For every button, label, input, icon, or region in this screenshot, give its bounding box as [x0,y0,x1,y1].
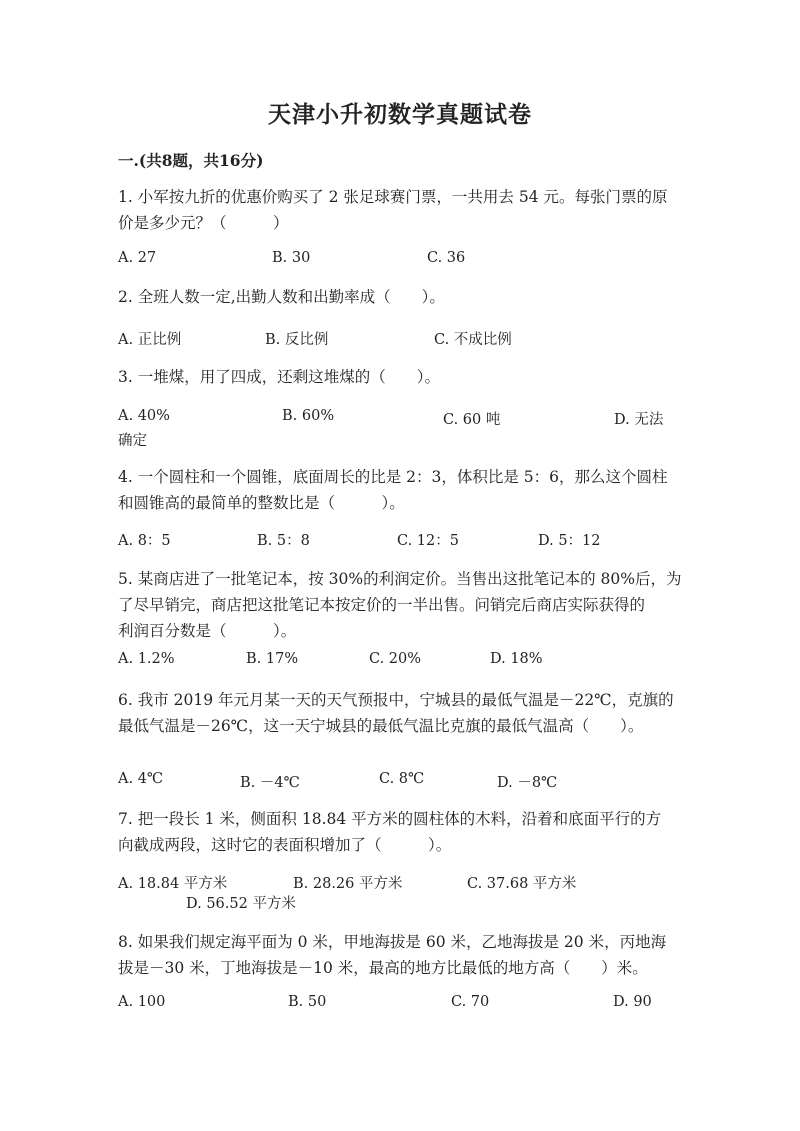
option-a: A. 100 [118,994,166,1010]
option-d: D. 5：12 [538,533,601,549]
question-text-line: 3. 一堆煤，用了四成，还剩这堆煤的（ ）。 [118,368,440,386]
question-8 [118,929,688,981]
question-text-line: 1. 小军按九折的优惠价购买了 2 张足球赛门票，一共用去 54 元。每张门票的原 [118,188,668,206]
option-a: A. 40% [118,408,170,424]
option-d: D. 90 [613,994,652,1010]
option-a: A. 27 [118,250,157,266]
question-text-line: 6. 我市 2019 年元月某一天的天气预报中，宁城县的最低气温是－22℃，克旗的 [118,691,674,709]
question-6 [118,687,688,739]
question-text-line: 8. 如果我们规定海平面为 0 米，甲地海拔是 60 米，乙地海拔是 20 米，丙地海 [118,933,667,951]
page-title: 天津小升初数学真题试卷 [268,101,532,128]
section-heading: 一.(共8题，共16分) [118,151,264,170]
option-c: C. 8℃ [379,771,425,787]
option-b: B. 30 [272,250,311,266]
question-4 [118,464,688,516]
question-text-line: 了尽早销完，商店把这批笔记本按定价的一半出售。问销完后商店实际获得的 [118,596,646,614]
option-c: C. 12：5 [397,533,459,549]
option-b: B. －4℃ [240,775,300,791]
option-b: B. 28.26 平方米 [293,876,403,892]
question-text-line: 4. 一个圆柱和一个圆锥，底面周长的比是 2：3，体积比是 5：6，那么这个圆柱 [118,468,668,486]
question-2 [118,284,688,310]
question-5 [118,566,688,644]
option-a: A. 8：5 [118,533,171,549]
question-text-line: 2. 全班人数一定,出勤人数和出勤率成（ ）。 [118,288,445,306]
question-text-line: 利润百分数是（ ）。 [118,622,297,640]
option-d: D. 18% [490,651,543,667]
question-3 [118,364,688,390]
option-d: D. 56.52 平方米 [186,896,296,912]
question-text-line: 7. 把一段长 1 米，侧面积 18.84 平方米的圆柱体的木料，沿着和底面平行的方 [118,810,662,828]
option-a: A. 4℃ [118,771,164,787]
question-text-line: 最低气温是－26℃，这一天宁城县的最低气温比克旗的最低气温高（ ）。 [118,717,644,735]
question-text-line: 拔是－30 米，丁地海拔是－10 米，最高的地方比最低的地方高（ ）米。 [118,959,648,977]
option-b: B. 60% [282,408,335,424]
option-c: C. 36 [427,250,466,266]
option-b: B. 反比例 [265,332,329,348]
question-text-line: 和圆锥高的最简单的整数比是（ ）。 [118,494,405,512]
option-d: D. 无法 [614,412,664,428]
option-c: C. 37.68 平方米 [467,876,577,892]
option-a: A. 18.84 平方米 [118,876,228,892]
question-text-line: 价是多少元？（ ） [118,214,289,232]
option-b: B. 50 [288,994,327,1010]
option-d: D. －8℃ [497,775,558,791]
option-c: C. 70 [451,994,490,1010]
option-c: C. 20% [369,651,422,667]
question-text-line: 向截成两段，这时它的表面积增加了（ ）。 [118,836,452,854]
option-b: B. 5：8 [257,533,310,549]
option-a: A. 1.2% [118,651,175,667]
option-c: C. 不成比例 [434,332,512,348]
option-a: A. 正比例 [118,332,182,348]
option-d-continued: 确定 [118,433,147,449]
question-text-line: 5. 某商店进了一批笔记本，按 30%的利润定价。当售出这批笔记本的 80%后，为 [118,570,682,588]
option-c: C. 60 吨 [443,412,501,428]
option-b: B. 17% [246,651,299,667]
question-7 [118,806,688,858]
question-1 [118,184,688,236]
